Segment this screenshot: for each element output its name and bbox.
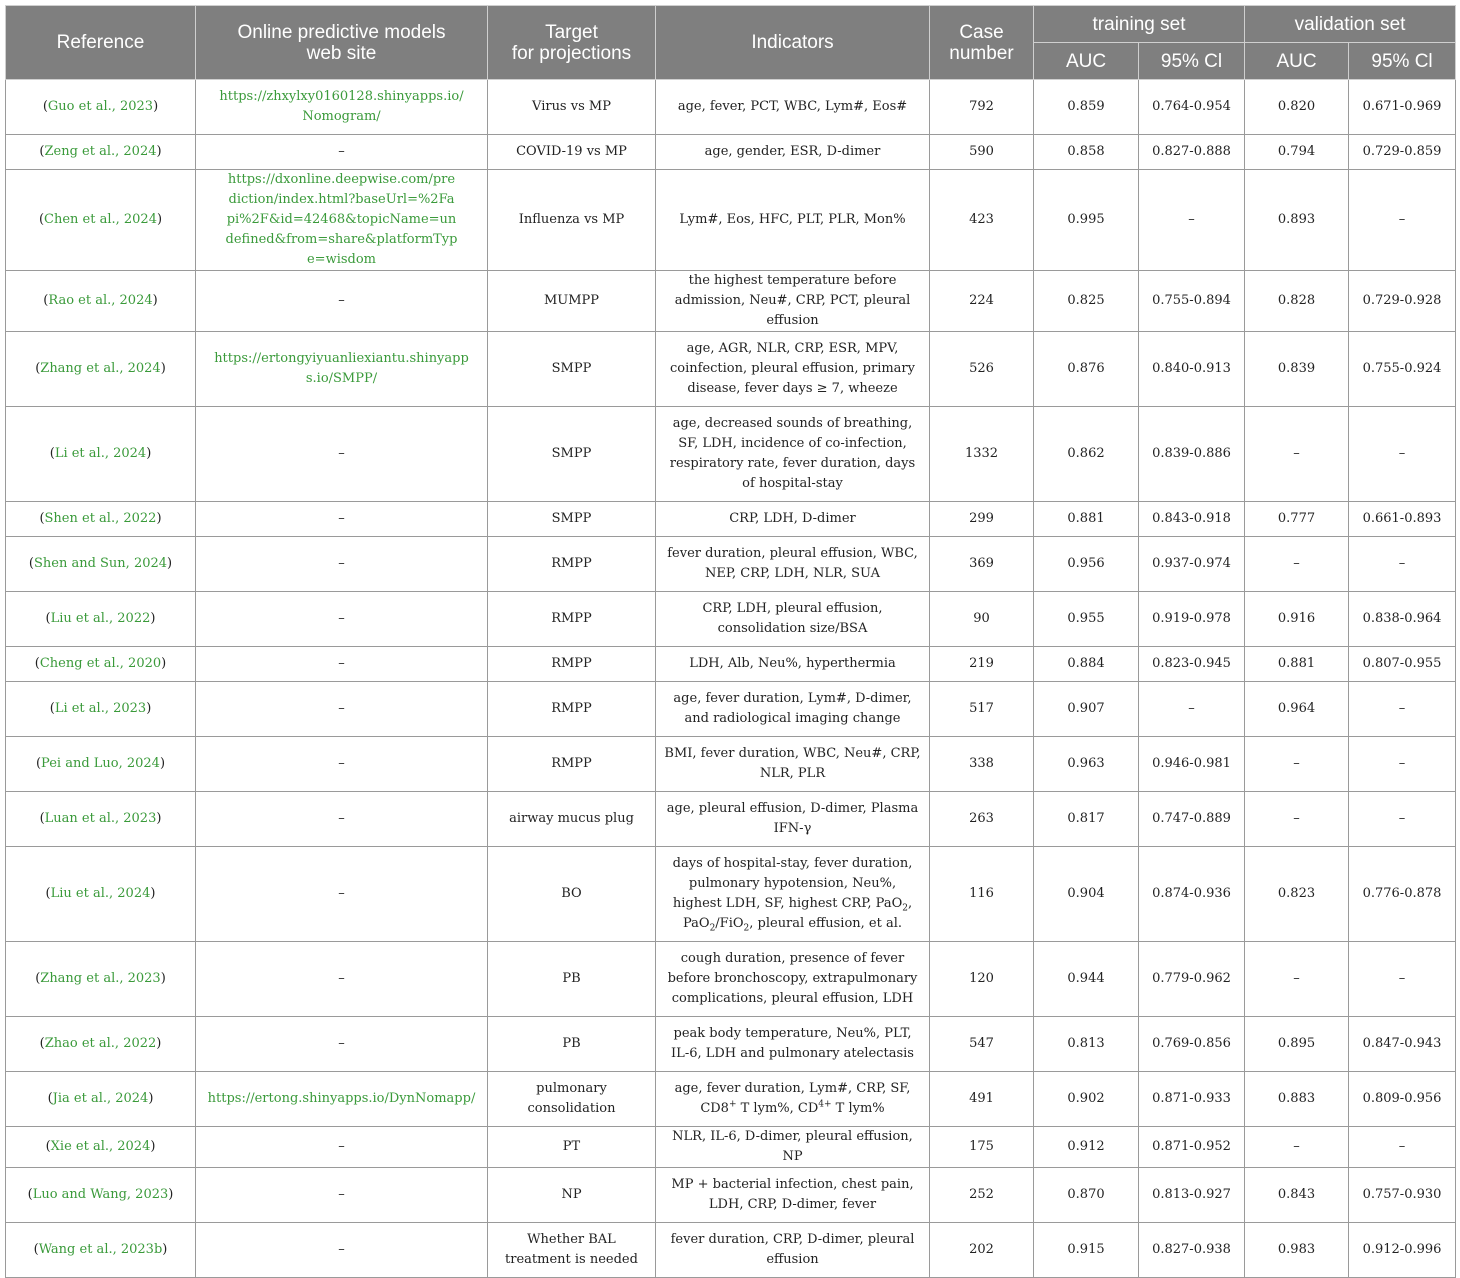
- table-row: [6, 737, 1456, 792]
- training-auc-cell: 0.859: [1034, 80, 1139, 135]
- target-cell: airway mucus plug: [488, 792, 656, 847]
- case-number-cell: 517: [930, 682, 1034, 737]
- case-number-cell: 491: [930, 1072, 1034, 1127]
- reference-link[interactable]: Wang et al., 2023b: [38, 1242, 163, 1257]
- table-row: [6, 407, 1456, 502]
- indicators-cell: age, AGR, NLR, CRP, ESR, MPV, coinfection, pleural effusion, primary disease, fever days ≥ 7, wheeze: [656, 332, 930, 407]
- indicators-cell: peak body temperature, Neu%, PLT, IL-6, LDH and pulmonary atelectasis: [656, 1017, 930, 1072]
- target-cell: pulmonary consolidation: [488, 1072, 656, 1127]
- indicators-cell: age, pleural effusion, D-dimer, Plasma IFN-γ: [656, 792, 930, 847]
- validation-auc-cell: 0.794: [1245, 135, 1349, 170]
- validation-ci-cell: 0.671-0.969: [1349, 80, 1456, 135]
- indicators-cell: age, decreased sounds of breathing, SF, LDH, incidence of co-infection, respiratory rate, fever duration, days of hospital-stay: [656, 407, 930, 502]
- indicators-text: , pleural effusion, et al.: [749, 916, 902, 931]
- website-cell: –: [196, 847, 488, 942]
- header-case-line1: Case: [959, 21, 1004, 43]
- website-cell: –: [196, 407, 488, 502]
- case-number-cell: 219: [930, 647, 1034, 682]
- case-number-cell: 547: [930, 1017, 1034, 1072]
- target-cell: BO: [488, 847, 656, 942]
- table-row: [6, 792, 1456, 847]
- table-row: [6, 135, 1456, 170]
- training-ci-cell: 0.747-0.889: [1139, 792, 1245, 847]
- header-validation-set: validation set: [1245, 6, 1456, 43]
- case-number-cell: 423: [930, 170, 1034, 271]
- validation-auc-cell: 0.983: [1245, 1223, 1349, 1278]
- validation-auc-cell: –: [1245, 792, 1349, 847]
- training-ci-cell: 0.839-0.886: [1139, 407, 1245, 502]
- validation-ci-cell: 0.729-0.859: [1349, 135, 1456, 170]
- website-cell: –: [196, 1017, 488, 1072]
- validation-ci-cell: 0.912-0.996: [1349, 1223, 1456, 1278]
- table-row: [6, 170, 1456, 271]
- reference-link[interactable]: Luan et al., 2023: [44, 811, 157, 826]
- target-cell: PT: [488, 1127, 656, 1168]
- training-auc-cell: 0.902: [1034, 1072, 1139, 1127]
- reference-link[interactable]: Liu et al., 2022: [50, 611, 151, 626]
- header-website: [196, 6, 488, 80]
- website-cell: –: [196, 592, 488, 647]
- table-row: [6, 1072, 1456, 1127]
- training-auc-cell: 0.862: [1034, 407, 1139, 502]
- training-auc-cell: 0.955: [1034, 592, 1139, 647]
- validation-ci-cell: 0.729-0.928: [1349, 271, 1456, 332]
- indicators-cell: LDH, Alb, Neu%, hyperthermia: [656, 647, 930, 682]
- header-training-ci: 95% Cl: [1139, 43, 1245, 80]
- header-row-top: [6, 6, 1456, 43]
- case-number-cell: 175: [930, 1127, 1034, 1168]
- training-ci-cell: 0.779-0.962: [1139, 942, 1245, 1017]
- reference-cell[interactable]: (Pei and Luo, 2024): [6, 737, 196, 792]
- website-cell: –: [196, 1223, 488, 1278]
- target-cell: NP: [488, 1168, 656, 1223]
- header-indicators: Indicators: [656, 6, 930, 80]
- target-cell: Influenza vs MP: [488, 170, 656, 271]
- reference-cell[interactable]: (Shen et al., 2022): [6, 502, 196, 537]
- table-row: [6, 537, 1456, 592]
- superscript: +: [728, 1099, 737, 1110]
- training-ci-cell: 0.827-0.938: [1139, 1223, 1245, 1278]
- training-ci-cell: 0.874-0.936: [1139, 847, 1245, 942]
- validation-ci-cell: 0.757-0.930: [1349, 1168, 1456, 1223]
- training-ci-cell: 0.813-0.927: [1139, 1168, 1245, 1223]
- training-auc-cell: 0.915: [1034, 1223, 1139, 1278]
- training-auc-cell: 0.813: [1034, 1017, 1139, 1072]
- header-website-line1: Online predictive models: [237, 21, 446, 43]
- case-number-cell: 202: [930, 1223, 1034, 1278]
- website-cell: –: [196, 1127, 488, 1168]
- reference-cell[interactable]: (Luan et al., 2023): [6, 792, 196, 847]
- training-auc-cell: 0.881: [1034, 502, 1139, 537]
- training-auc-cell: 0.876: [1034, 332, 1139, 407]
- website-cell: –: [196, 271, 488, 332]
- validation-auc-cell: 0.839: [1245, 332, 1349, 407]
- validation-ci-cell: 0.838-0.964: [1349, 592, 1456, 647]
- target-cell: RMPP: [488, 537, 656, 592]
- reference-cell[interactable]: (Shen and Sun, 2024): [6, 537, 196, 592]
- reference-link[interactable]: Zhang et al., 2023: [40, 971, 161, 986]
- reference-cell[interactable]: (Liu et al., 2024): [6, 847, 196, 942]
- validation-ci-cell: –: [1349, 682, 1456, 737]
- training-ci-cell: 0.755-0.894: [1139, 271, 1245, 332]
- validation-auc-cell: 0.820: [1245, 80, 1349, 135]
- training-ci-cell: –: [1139, 170, 1245, 271]
- validation-auc-cell: 0.893: [1245, 170, 1349, 271]
- reference-cell[interactable]: (Zhao et al., 2022): [6, 1017, 196, 1072]
- training-ci-cell: 0.827-0.888: [1139, 135, 1245, 170]
- table-row: [6, 80, 1456, 135]
- validation-auc-cell: 0.895: [1245, 1017, 1349, 1072]
- training-ci-cell: 0.946-0.981: [1139, 737, 1245, 792]
- training-ci-cell: 0.871-0.952: [1139, 1127, 1245, 1168]
- table-row: [6, 1127, 1456, 1168]
- target-cell: SMPP: [488, 332, 656, 407]
- training-auc-cell: 0.817: [1034, 792, 1139, 847]
- validation-auc-cell: –: [1245, 942, 1349, 1017]
- reference-cell[interactable]: (Zeng et al., 2024): [6, 135, 196, 170]
- training-ci-cell: 0.764-0.954: [1139, 80, 1245, 135]
- reference-cell[interactable]: (Zhang et al., 2023): [6, 942, 196, 1017]
- training-auc-cell: 0.884: [1034, 647, 1139, 682]
- case-number-cell: 792: [930, 80, 1034, 135]
- case-number-cell: 224: [930, 271, 1034, 332]
- reference-link[interactable]: Jia et al., 2024: [52, 1091, 149, 1106]
- reference-cell[interactable]: (Liu et al., 2022): [6, 592, 196, 647]
- indicators-text: T lym%, CD: [736, 1101, 819, 1116]
- header-case-line2: number: [949, 42, 1014, 64]
- table-row: [6, 682, 1456, 737]
- reference-link[interactable]: Rao et al., 2024: [48, 293, 153, 308]
- target-cell: PB: [488, 942, 656, 1017]
- indicators-cell: the highest temperature before admission, Neu#, CRP, PCT, pleural effusion: [656, 271, 930, 332]
- website-cell[interactable]: [196, 170, 488, 271]
- website-cell: –: [196, 1168, 488, 1223]
- indicators-cell: fever duration, CRP, D-dimer, pleural effusion: [656, 1223, 930, 1278]
- reference-cell[interactable]: (Li et al., 2024): [6, 407, 196, 502]
- indicators-cell: CRP, LDH, D-dimer: [656, 502, 930, 537]
- website-cell: –: [196, 135, 488, 170]
- indicators-cell: age, fever duration, Lym#, D-dimer, and radiological imaging change: [656, 682, 930, 737]
- reference-link[interactable]: Pei and Luo, 2024: [41, 756, 160, 771]
- table-row: [6, 847, 1456, 942]
- website-link[interactable]: https://ertong.shinyapps.io/DynNomapp/: [207, 1091, 476, 1106]
- case-number-cell: 338: [930, 737, 1034, 792]
- website-cell: –: [196, 537, 488, 592]
- indicators-cell: CRP, LDH, pleural effusion, consolidation size/BSA: [656, 592, 930, 647]
- target-cell: RMPP: [488, 592, 656, 647]
- validation-auc-cell: 0.964: [1245, 682, 1349, 737]
- reference-link[interactable]: Shen and Sun, 2024: [33, 556, 168, 571]
- validation-auc-cell: –: [1245, 1127, 1349, 1168]
- reference-cell[interactable]: (Li et al., 2023): [6, 682, 196, 737]
- training-ci-cell: 0.823-0.945: [1139, 647, 1245, 682]
- validation-auc-cell: 0.828: [1245, 271, 1349, 332]
- reference-link[interactable]: Li et al., 2023: [54, 701, 147, 716]
- target-cell: PB: [488, 1017, 656, 1072]
- indicators-text: /FiO: [715, 916, 744, 931]
- reference-link[interactable]: Cheng et al., 2020: [39, 656, 162, 671]
- reference-cell[interactable]: (Jia et al., 2024): [6, 1072, 196, 1127]
- validation-auc-cell: 0.843: [1245, 1168, 1349, 1223]
- validation-auc-cell: –: [1245, 537, 1349, 592]
- training-ci-cell: 0.843-0.918: [1139, 502, 1245, 537]
- indicators-cell: age, gender, ESR, D-dimer: [656, 135, 930, 170]
- header-training-auc: AUC: [1034, 43, 1139, 80]
- case-number-cell: 1332: [930, 407, 1034, 502]
- training-auc-cell: 0.907: [1034, 682, 1139, 737]
- superscript: 4+: [818, 1099, 832, 1110]
- case-number-cell: 526: [930, 332, 1034, 407]
- training-auc-cell: 0.870: [1034, 1168, 1139, 1223]
- website-cell: –: [196, 792, 488, 847]
- indicators-text: T lym%: [831, 1101, 885, 1116]
- target-cell: Whether BAL treatment is needed: [488, 1223, 656, 1278]
- validation-ci-cell: 0.776-0.878: [1349, 847, 1456, 942]
- training-auc-cell: 0.944: [1034, 942, 1139, 1017]
- indicators-cell: fever duration, pleural effusion, WBC, NEP, CRP, LDH, NLR, SUA: [656, 537, 930, 592]
- validation-ci-cell: –: [1349, 942, 1456, 1017]
- reference-link[interactable]: Guo et al., 2023: [47, 99, 154, 114]
- validation-ci-cell: –: [1349, 537, 1456, 592]
- reference-cell[interactable]: (Rao et al., 2024): [6, 271, 196, 332]
- website-cell[interactable]: [196, 1072, 488, 1127]
- header-target-line2: for projections: [511, 42, 632, 64]
- case-number-cell: 369: [930, 537, 1034, 592]
- training-auc-cell: 0.995: [1034, 170, 1139, 271]
- training-auc-cell: 0.825: [1034, 271, 1139, 332]
- table-row: [6, 647, 1456, 682]
- predictive-models-table: [5, 5, 1456, 1278]
- indicators-cell: cough duration, presence of fever before bronchoscopy, extrapulmonary complications, pleural effusion, LDH: [656, 942, 930, 1017]
- validation-ci-cell: –: [1349, 792, 1456, 847]
- training-ci-cell: 0.937-0.974: [1139, 537, 1245, 592]
- reference-link[interactable]: Zhao et al., 2022: [44, 1036, 157, 1051]
- indicators-text: age, fever duration, Lym#, CRP, SF, CD8: [674, 1081, 911, 1116]
- header-training-set: training set: [1034, 6, 1245, 43]
- indicators-cell: Lym#, Eos, HFC, PLT, PLR, Mon%: [656, 170, 930, 271]
- website-cell[interactable]: [196, 332, 488, 407]
- reference-link[interactable]: Xie et al., 2024: [50, 1139, 151, 1154]
- subscript: 2: [902, 903, 908, 914]
- validation-ci-cell: 0.847-0.943: [1349, 1017, 1456, 1072]
- target-cell: COVID-19 vs MP: [488, 135, 656, 170]
- reference-link[interactable]: Liu et al., 2024: [50, 886, 151, 901]
- reference-link[interactable]: Shen et al., 2022: [44, 511, 157, 526]
- website-link[interactable]: https://ertongyiyuanliexiantu.shinyapps.io/SMPP/: [214, 351, 469, 386]
- indicators-cell: age, fever, PCT, WBC, Lym#, Eos#: [656, 80, 930, 135]
- training-ci-cell: 0.919-0.978: [1139, 592, 1245, 647]
- reference-link[interactable]: Li et al., 2024: [54, 446, 147, 461]
- validation-ci-cell: –: [1349, 737, 1456, 792]
- target-cell: RMPP: [488, 682, 656, 737]
- reference-cell[interactable]: (Cheng et al., 2020): [6, 647, 196, 682]
- target-cell: RMPP: [488, 737, 656, 792]
- reference-cell[interactable]: (Chen et al., 2024): [6, 170, 196, 271]
- validation-auc-cell: 0.916: [1245, 592, 1349, 647]
- subscript: 2: [709, 923, 716, 934]
- header-reference: Reference: [6, 6, 196, 80]
- validation-auc-cell: –: [1245, 737, 1349, 792]
- validation-ci-cell: 0.755-0.924: [1349, 332, 1456, 407]
- table-row: [6, 332, 1456, 407]
- indicators-cell: [656, 847, 930, 942]
- header-website-line2: web site: [306, 42, 377, 64]
- website-cell: –: [196, 682, 488, 737]
- header-validation-ci: 95% Cl: [1349, 43, 1456, 80]
- training-ci-cell: 0.769-0.856: [1139, 1017, 1245, 1072]
- training-auc-cell: 0.956: [1034, 537, 1139, 592]
- training-ci-cell: 0.871-0.933: [1139, 1072, 1245, 1127]
- validation-ci-cell: 0.807-0.955: [1349, 647, 1456, 682]
- reference-cell[interactable]: (Zhang et al., 2024): [6, 332, 196, 407]
- reference-cell[interactable]: (Luo and Wang, 2023): [6, 1168, 196, 1223]
- training-ci-cell: –: [1139, 682, 1245, 737]
- case-number-cell: 299: [930, 502, 1034, 537]
- case-number-cell: 120: [930, 942, 1034, 1017]
- table-row: [6, 1223, 1456, 1278]
- table-row: [6, 942, 1456, 1017]
- case-number-cell: 90: [930, 592, 1034, 647]
- validation-auc-cell: 0.823: [1245, 847, 1349, 942]
- reference-cell[interactable]: (Xie et al., 2024): [6, 1127, 196, 1168]
- training-auc-cell: 0.912: [1034, 1127, 1139, 1168]
- training-auc-cell: 0.963: [1034, 737, 1139, 792]
- reference-cell[interactable]: (Wang et al., 2023b): [6, 1223, 196, 1278]
- reference-link[interactable]: Zeng et al., 2024: [44, 144, 157, 159]
- validation-ci-cell: –: [1349, 1127, 1456, 1168]
- reference-cell[interactable]: (Guo et al., 2023): [6, 80, 196, 135]
- case-number-cell: 263: [930, 792, 1034, 847]
- target-cell: RMPP: [488, 647, 656, 682]
- reference-link[interactable]: Zhang et al., 2024: [40, 361, 161, 376]
- target-cell: Virus vs MP: [488, 80, 656, 135]
- website-cell: –: [196, 942, 488, 1017]
- validation-auc-cell: –: [1245, 407, 1349, 502]
- indicators-text: , PaO: [682, 896, 913, 931]
- reference-link[interactable]: Luo and Wang, 2023: [32, 1187, 169, 1202]
- validation-ci-cell: 0.809-0.956: [1349, 1072, 1456, 1127]
- validation-ci-cell: –: [1349, 407, 1456, 502]
- header-target-line1: Target: [545, 21, 598, 43]
- case-number-cell: 252: [930, 1168, 1034, 1223]
- validation-auc-cell: 0.777: [1245, 502, 1349, 537]
- website-cell[interactable]: [196, 80, 488, 135]
- validation-ci-cell: –: [1349, 170, 1456, 271]
- validation-ci-cell: 0.661-0.893: [1349, 502, 1456, 537]
- training-ci-cell: 0.840-0.913: [1139, 332, 1245, 407]
- website-cell: –: [196, 502, 488, 537]
- training-auc-cell: 0.904: [1034, 847, 1139, 942]
- validation-auc-cell: 0.883: [1245, 1072, 1349, 1127]
- website-cell: –: [196, 647, 488, 682]
- indicators-cell: MP + bacterial infection, chest pain, LDH, CRP, D-dimer, fever: [656, 1168, 930, 1223]
- table-row: [6, 1168, 1456, 1223]
- website-link[interactable]: https://dxonline.deepwise.com/prediction/index.html?baseUrl=%2Fapi%2F&id=42468&topicName=undefined&from=share&platformType=wisdom: [225, 172, 458, 267]
- target-cell: MUMPP: [488, 271, 656, 332]
- target-cell: SMPP: [488, 407, 656, 502]
- reference-link[interactable]: Chen et al., 2024: [44, 212, 157, 227]
- table-row: [6, 502, 1456, 537]
- validation-auc-cell: 0.881: [1245, 647, 1349, 682]
- indicators-cell: NLR, IL-6, D-dimer, pleural effusion, NP: [656, 1127, 930, 1168]
- website-cell: –: [196, 737, 488, 792]
- table-row: [6, 1017, 1456, 1072]
- case-number-cell: 590: [930, 135, 1034, 170]
- training-auc-cell: 0.858: [1034, 135, 1139, 170]
- target-cell: SMPP: [488, 502, 656, 537]
- case-number-cell: 116: [930, 847, 1034, 942]
- table-row: [6, 271, 1456, 332]
- indicators-cell: BMI, fever duration, WBC, Neu#, CRP, NLR, PLR: [656, 737, 930, 792]
- table-row: [6, 592, 1456, 647]
- header-case-number: [930, 6, 1034, 80]
- header-validation-auc: AUC: [1245, 43, 1349, 80]
- indicators-cell: [656, 1072, 930, 1127]
- subscript: 2: [743, 923, 750, 934]
- website-link[interactable]: https://zhxylxy0160128.shinyapps.io/Nomogram/: [219, 89, 464, 124]
- indicators-text: days of hospital-stay, fever duration, pulmonary hypotension, Neu%, highest LDH, SF, highest CRP, PaO: [672, 856, 913, 911]
- header-target: [488, 6, 656, 80]
